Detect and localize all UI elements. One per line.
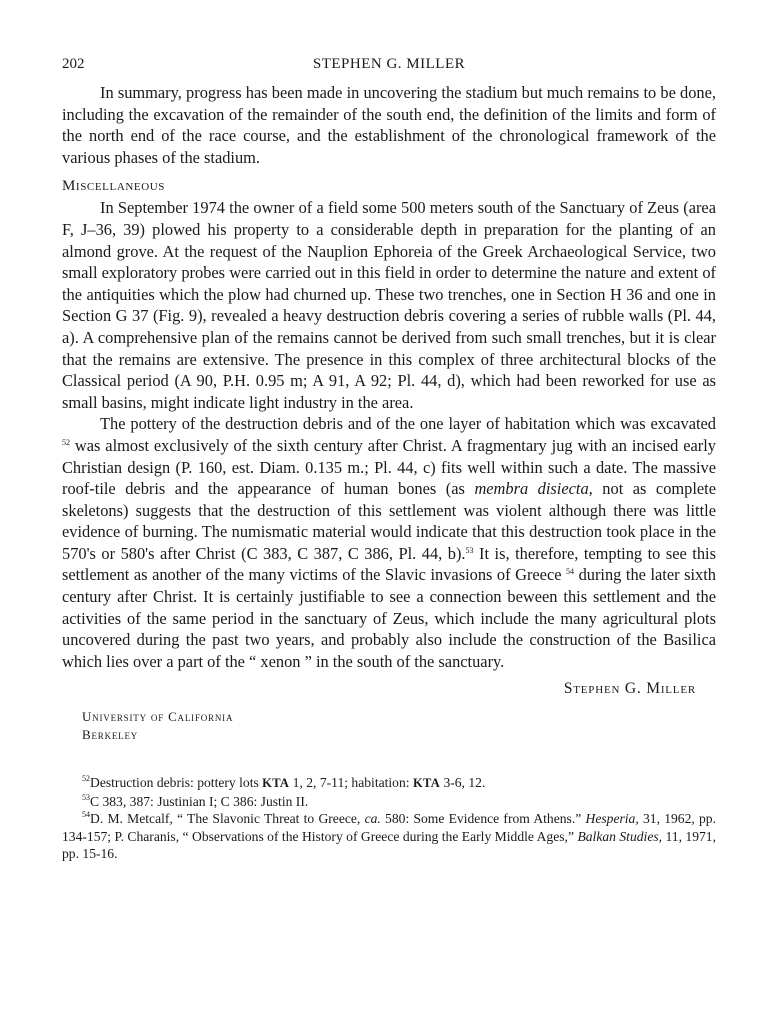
paragraph-text: during the later sixth century after Christ. It is certainly justifiable to see a connection beween this settlement and the activities of the same period in the sanctuary of Zeus, which include the many agricultural plots uncovered during the past two years, and probably also include the construction of the Basilica which lies over a part of the “ xenon ” in the south of the sanctuary. xyxy=(62,565,716,671)
footnote-ref-54: 54 xyxy=(566,567,575,577)
page-header xyxy=(62,56,716,82)
footnote-52 xyxy=(62,774,716,793)
footnote-text: C 383, 387: Justinian I; C 386: Justin II. xyxy=(90,793,309,809)
footnote-number: 52 xyxy=(82,774,90,784)
footnote-text: 580: Some Evidence from Athens.” xyxy=(385,811,582,827)
footnote-text: 1, 2, 7-11; habitation: xyxy=(292,775,410,791)
paragraph-text: The pottery of the destruction debris and of the one layer of habitation which was excavated xyxy=(100,414,716,434)
footnote-text: 11, 1971, pp. 15-16. xyxy=(62,828,716,862)
footnote-text: 31, 1962, pp. 134-157; P. Charanis, “ Observations of the History of Greece during the Early Middle Ages,” xyxy=(62,811,717,844)
footnote-ref-52: 52 xyxy=(62,437,70,447)
footnote-54 xyxy=(62,810,716,863)
summary-paragraph: In summary, progress has been made in uncovering the stadium but much remains to be done, including the excavation of the remainder of the south end, the definition of the limits and form of the north end of the race course, and the establishment of the chronological framework of the various phases of the stadium. xyxy=(62,83,716,167)
footnote-number: 53 xyxy=(82,792,90,802)
journal-title: Balkan Studies, xyxy=(577,828,663,844)
footnotes xyxy=(62,774,716,863)
footnote-abbrev: KTA xyxy=(262,776,290,791)
footnote-text: Destruction debris: pottery lots xyxy=(90,775,259,791)
author-signature: Stephen G. Miller xyxy=(563,680,696,698)
affiliation-university: University of California xyxy=(82,709,234,725)
paragraph-text: not as complete skeletons) suggests that the destruction of this settlement was violent although there was little evidence of burning. The numismatic material would indicate that this destruction took place in the 570's or 580's after Christ (C 383, C 387, C 386, Pl. 44, b). xyxy=(62,479,717,563)
journal-title: Hesperia, xyxy=(585,811,639,827)
italic-term: membra disiecta, xyxy=(474,479,593,499)
affiliation xyxy=(82,708,716,744)
footnote-abbrev: KTA xyxy=(412,776,441,791)
paragraph-text: It is, therefore, tempting to see this settlement as another of the many victims of the Slavic invasions of Greece xyxy=(62,543,716,585)
page xyxy=(62,56,716,863)
footnote-text: D. M. Metcalf, “ The Slavonic Threat to Greece, xyxy=(90,811,361,827)
footnote-text: 3-6, 12. xyxy=(443,775,486,791)
paragraph-text: was almost exclusively of the sixth century after Christ. A fragmentary jug with an incised early Christian design (P. 160, est. Diam. 0.135 m.; Pl. 44, c) fits well within such a date. The massive roof-tile debris and the appearance of human bones (as xyxy=(62,435,716,499)
footnote-ref-53: 53 xyxy=(465,545,474,555)
section-heading: Miscellaneous xyxy=(62,178,166,195)
footnote-number: 54 xyxy=(82,810,90,820)
page-number: 202 xyxy=(62,56,85,72)
paragraph-pottery xyxy=(62,413,716,672)
running-head: STEPHEN G. MILLER xyxy=(312,56,466,72)
footnote-italic: ca. xyxy=(364,811,381,827)
paragraph-field-probes: In September 1974 the owner of a field some 500 meters south of the Sanctuary of Zeus (area F, J–36, 39) plowed his property to a considerable depth in preparation for the planting of an almond grove. At the request of the Nauplion Ephoreia of the Greek Archaeological Service, two small exploratory probes were carried out in this field in order to determine the nature and extent of the antiquities which the plow had churned up. These two trenches, one in Section H 36 and one in Section G 37 (Fig. 9), revealed a heavy destruction debris covering a series of rubble walls (Pl. 44, a). A comprehensive plan of the remains cannot be derived from such small trenches, but it is clear that the remains are extensive. The presence in this complex of three architectural blocks of the Classical period (A 90, P.H. 0.95 m; A 91, A 92; Pl. 44, d), which had been reworked for use as small basins, might indicate light industry in the area. xyxy=(62,198,716,412)
footnote-53 xyxy=(62,793,716,811)
affiliation-city: Berkeley xyxy=(82,727,139,743)
